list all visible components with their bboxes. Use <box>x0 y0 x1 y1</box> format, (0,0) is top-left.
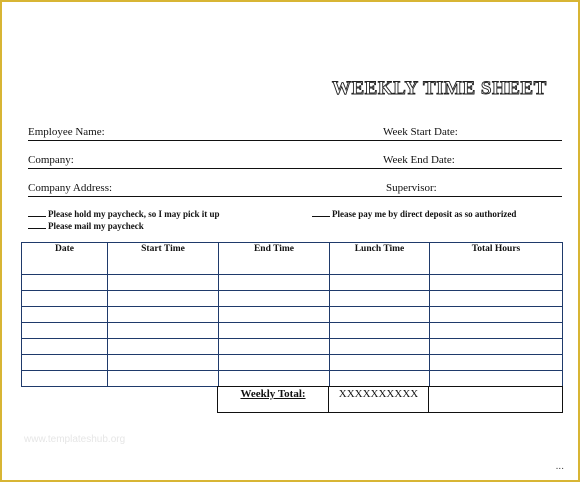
table-row <box>22 339 563 355</box>
table-cell[interactable] <box>22 275 108 291</box>
table-row <box>22 275 563 291</box>
table-cell[interactable] <box>108 291 219 307</box>
week-start-date-label: Week Start Date: <box>383 126 458 138</box>
supervisor-label: Supervisor: <box>386 182 437 194</box>
table-row <box>22 323 563 339</box>
checkbox-blank[interactable] <box>312 216 330 217</box>
option-hold-paycheck-label: Please hold my paycheck, so I may pick it up <box>48 209 220 219</box>
table-cell[interactable] <box>430 339 563 355</box>
table-cell[interactable] <box>108 323 219 339</box>
table-row <box>22 291 563 307</box>
address-row <box>28 176 562 197</box>
table-cell[interactable] <box>108 275 219 291</box>
checkbox-blank[interactable] <box>28 228 46 229</box>
table-cell[interactable] <box>108 307 219 323</box>
table-cell[interactable] <box>219 275 330 291</box>
option-direct-deposit-label: Please pay me by direct deposit as so authorized <box>332 209 517 219</box>
option-mail-paycheck-label: Please mail my paycheck <box>48 221 144 231</box>
table-row <box>22 307 563 323</box>
table-cell[interactable] <box>330 291 430 307</box>
table-cell[interactable] <box>430 275 563 291</box>
table-cell[interactable] <box>430 355 563 371</box>
table-cell[interactable] <box>22 355 108 371</box>
week-end-date-label: Week End Date: <box>383 154 455 166</box>
timesheet-table <box>21 242 563 387</box>
table-cell[interactable] <box>22 291 108 307</box>
header-date: Date <box>22 243 108 275</box>
table-cell[interactable] <box>108 371 219 387</box>
more-indicator: ... <box>555 461 564 472</box>
table-row <box>22 355 563 371</box>
company-row <box>28 148 562 169</box>
table-cell[interactable] <box>330 307 430 323</box>
option-direct-deposit[interactable] <box>312 209 516 219</box>
document-title: WEEKLY TIME SHEET <box>332 78 547 99</box>
table-cell[interactable] <box>22 339 108 355</box>
checkbox-blank[interactable] <box>28 216 46 217</box>
header-end-time: End Time <box>219 243 330 275</box>
table-cell[interactable] <box>430 307 563 323</box>
watermark-text: www.templateshub.org <box>24 434 126 445</box>
table-row <box>22 371 563 387</box>
table-cell[interactable] <box>330 275 430 291</box>
table-cell[interactable] <box>108 355 219 371</box>
option-mail-paycheck[interactable] <box>28 221 144 231</box>
weekly-total-row <box>217 386 563 413</box>
weekly-total-label: Weekly Total: <box>218 387 329 413</box>
table-header-row <box>22 243 563 275</box>
employee-row <box>28 120 562 141</box>
table-cell[interactable] <box>219 307 330 323</box>
table-cell[interactable] <box>330 371 430 387</box>
table-cell[interactable] <box>430 291 563 307</box>
weekly-total-blank-cell[interactable] <box>429 387 563 413</box>
table-cell[interactable] <box>330 323 430 339</box>
table-cell[interactable] <box>430 371 563 387</box>
company-label: Company: <box>28 154 74 166</box>
company-address-label: Company Address: <box>28 182 113 194</box>
employee-name-label: Employee Name: <box>28 126 105 138</box>
header-total-hours: Total Hours <box>430 243 563 275</box>
table-cell[interactable] <box>219 355 330 371</box>
table-cell[interactable] <box>22 307 108 323</box>
table-cell[interactable] <box>22 323 108 339</box>
table-cell[interactable] <box>22 371 108 387</box>
table-body <box>22 275 563 387</box>
header-lunch-time: Lunch Time <box>330 243 430 275</box>
table-cell[interactable] <box>430 323 563 339</box>
table-cell[interactable] <box>330 355 430 371</box>
table-cell[interactable] <box>219 371 330 387</box>
table-cell[interactable] <box>219 291 330 307</box>
option-hold-paycheck[interactable] <box>28 209 220 219</box>
table-cell[interactable] <box>219 323 330 339</box>
table-cell[interactable] <box>108 339 219 355</box>
weekly-total-value[interactable]: XXXXXXXXXX <box>329 387 429 413</box>
table-cell[interactable] <box>219 339 330 355</box>
header-start-time: Start Time <box>108 243 219 275</box>
table-cell[interactable] <box>330 339 430 355</box>
